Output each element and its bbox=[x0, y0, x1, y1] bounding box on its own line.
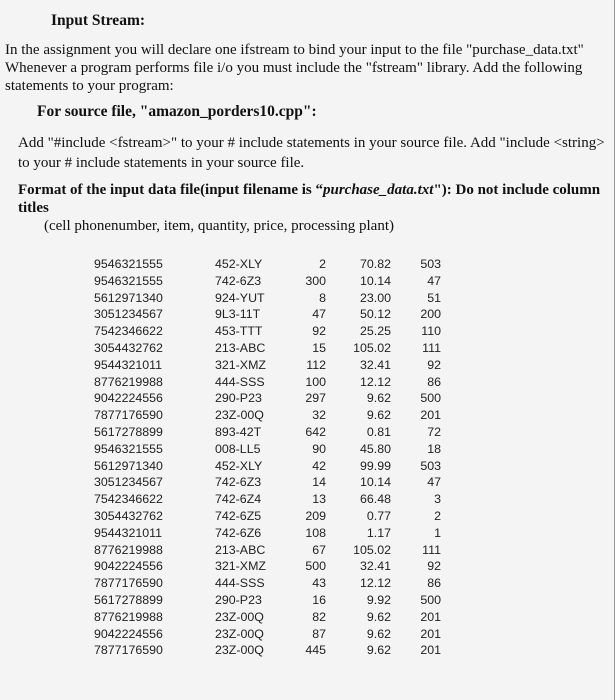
item-cell: 742-6Z5 bbox=[215, 508, 262, 523]
quantity-cell: 92 bbox=[312, 324, 326, 339]
plant-cell: 92 bbox=[427, 559, 441, 574]
quantity-cell: 90 bbox=[312, 441, 326, 456]
table-row bbox=[94, 575, 454, 592]
item-cell: 444-SSS bbox=[215, 576, 265, 591]
plant-cell: 51 bbox=[427, 290, 441, 305]
quantity-cell: 82 bbox=[312, 609, 326, 624]
phone-cell: 7877176590 bbox=[94, 408, 163, 423]
fields-line: (cell phonenumber, item, quantity, price, processing plant) bbox=[44, 218, 394, 234]
price-cell: 50.12 bbox=[359, 307, 391, 322]
item-cell: 742-6Z4 bbox=[215, 492, 262, 507]
price-cell: 99.99 bbox=[359, 458, 391, 473]
quantity-cell: 87 bbox=[312, 626, 326, 641]
quantity-cell: 15 bbox=[312, 340, 326, 355]
item-cell: 23Z-00Q bbox=[215, 626, 264, 641]
phone-cell: 7542346622 bbox=[94, 492, 163, 507]
data-table bbox=[94, 256, 454, 659]
plant-cell: 111 bbox=[422, 542, 441, 557]
plant-cell: 111 bbox=[422, 340, 441, 355]
plant-cell: 72 bbox=[427, 424, 441, 439]
table-row bbox=[94, 273, 454, 290]
phone-cell: 7877176590 bbox=[94, 576, 163, 591]
phone-cell: 8776219988 bbox=[94, 542, 163, 557]
plant-cell: 201 bbox=[420, 643, 441, 658]
phone-cell: 9042224556 bbox=[94, 559, 163, 574]
table-row bbox=[94, 491, 454, 508]
phone-cell: 3051234567 bbox=[94, 475, 163, 490]
item-cell: 23Z-00Q bbox=[215, 643, 264, 658]
price-cell: 105.02 bbox=[353, 542, 391, 557]
table-row bbox=[94, 542, 454, 559]
table-row bbox=[94, 407, 454, 424]
item-cell: 23Z-00Q bbox=[215, 408, 264, 423]
table-row bbox=[94, 441, 454, 458]
price-cell: 9.62 bbox=[366, 626, 391, 641]
item-cell: 742-6Z3 bbox=[215, 475, 262, 490]
table-row bbox=[94, 290, 454, 307]
phone-cell: 7877176590 bbox=[94, 643, 163, 658]
quantity-cell: 297 bbox=[305, 391, 326, 406]
table-row bbox=[94, 390, 454, 407]
item-cell: 290-P23 bbox=[215, 592, 262, 607]
quantity-cell: 500 bbox=[305, 559, 326, 574]
table-row bbox=[94, 424, 454, 441]
quantity-cell: 13 bbox=[312, 492, 326, 507]
intro-paragraph: In the assignment you will declare one ifstream to bind your input to the file "purchase_data.txt" Whenever a program performs file i/o you must include the "fstream" library. Add the following statements to your program: bbox=[5, 42, 584, 94]
plant-cell: 201 bbox=[420, 408, 441, 423]
table-row bbox=[94, 474, 454, 491]
quantity-cell: 16 bbox=[312, 592, 326, 607]
section-heading: Input Stream: bbox=[51, 12, 146, 29]
format-suffix: "): Do not include column titles bbox=[18, 182, 601, 216]
phone-cell: 5612971340 bbox=[94, 458, 163, 473]
quantity-cell: 67 bbox=[312, 542, 326, 557]
phone-cell: 5617278899 bbox=[94, 592, 163, 607]
plant-cell: 500 bbox=[420, 592, 441, 607]
phone-cell: 3054432762 bbox=[94, 508, 163, 523]
table-row bbox=[94, 609, 454, 626]
plant-cell: 92 bbox=[427, 357, 441, 372]
quantity-cell: 642 bbox=[305, 424, 326, 439]
price-cell: 0.81 bbox=[366, 424, 391, 439]
price-cell: 12.12 bbox=[359, 374, 391, 389]
table-row bbox=[94, 340, 454, 357]
table-row bbox=[94, 558, 454, 575]
phone-cell: 7542346622 bbox=[94, 324, 163, 339]
table-row bbox=[94, 642, 454, 659]
item-cell: 924-YUT bbox=[215, 290, 265, 305]
item-cell: 321-XMZ bbox=[215, 357, 266, 372]
price-cell: 45.80 bbox=[359, 441, 391, 456]
plant-cell: 503 bbox=[420, 257, 441, 271]
table-row bbox=[94, 323, 454, 340]
quantity-cell: 42 bbox=[312, 458, 326, 473]
price-cell: 10.14 bbox=[359, 273, 391, 288]
price-cell: 105.02 bbox=[353, 340, 391, 355]
item-cell: 742-6Z6 bbox=[215, 525, 262, 540]
quantity-cell: 209 bbox=[305, 508, 326, 523]
quantity-cell: 47 bbox=[312, 307, 326, 322]
price-cell: 0.77 bbox=[366, 508, 391, 523]
item-cell: 9L3-11T bbox=[215, 307, 261, 322]
item-cell: 290-P23 bbox=[215, 391, 262, 406]
phone-cell: 9546321555 bbox=[94, 273, 163, 288]
quantity-cell: 2 bbox=[319, 257, 326, 271]
include-instructions: Add "#include <fstream>" to your # include statements in your source file. Add "include <string> to your # include statements in your source file. bbox=[18, 135, 605, 171]
source-file-heading: For source file, "amazon_porders10.cpp": bbox=[37, 103, 317, 120]
phone-cell: 5617278899 bbox=[94, 424, 163, 439]
quantity-cell: 108 bbox=[305, 525, 326, 540]
price-cell: 9.92 bbox=[366, 592, 391, 607]
quantity-cell: 300 bbox=[305, 273, 326, 288]
price-cell: 32.41 bbox=[359, 559, 391, 574]
table-row bbox=[94, 374, 454, 391]
price-cell: 12.12 bbox=[359, 576, 391, 591]
table-row bbox=[94, 458, 454, 475]
plant-cell: 503 bbox=[420, 458, 441, 473]
price-cell: 9.62 bbox=[366, 643, 391, 658]
format-heading bbox=[18, 181, 610, 217]
quantity-cell: 14 bbox=[312, 475, 326, 490]
quantity-cell: 112 bbox=[306, 357, 326, 372]
phone-cell: 5612971340 bbox=[94, 290, 163, 305]
item-cell: 213-ABC bbox=[215, 340, 266, 355]
plant-cell: 201 bbox=[420, 609, 441, 624]
price-cell: 9.62 bbox=[366, 609, 391, 624]
plant-cell: 86 bbox=[427, 576, 441, 591]
item-cell: 23Z-00Q bbox=[215, 609, 264, 624]
price-cell: 70.82 bbox=[359, 257, 391, 271]
phone-cell: 9042224556 bbox=[94, 391, 163, 406]
item-cell: 321-XMZ bbox=[215, 559, 266, 574]
item-cell: 444-SSS bbox=[215, 374, 265, 389]
price-cell: 9.62 bbox=[366, 391, 391, 406]
item-cell: 008-LL5 bbox=[215, 441, 261, 456]
item-cell: 742-6Z3 bbox=[215, 273, 262, 288]
table-row bbox=[94, 256, 454, 273]
quantity-cell: 100 bbox=[305, 374, 326, 389]
plant-cell: 86 bbox=[427, 374, 441, 389]
price-cell: 66.48 bbox=[359, 492, 391, 507]
price-cell: 32.41 bbox=[359, 357, 391, 372]
phone-cell: 8776219988 bbox=[94, 374, 163, 389]
phone-cell: 9546321555 bbox=[94, 257, 163, 271]
phone-cell: 9042224556 bbox=[94, 626, 163, 641]
item-cell: 452-XLY bbox=[215, 458, 263, 473]
table-row bbox=[94, 306, 454, 323]
price-cell: 25.25 bbox=[359, 324, 391, 339]
phone-cell: 8776219988 bbox=[94, 609, 163, 624]
item-cell: 452-XLY bbox=[215, 257, 263, 271]
phone-cell: 9544321011 bbox=[94, 357, 162, 372]
plant-cell: 18 bbox=[427, 441, 441, 456]
price-cell: 10.14 bbox=[359, 475, 391, 490]
phone-cell: 3054432762 bbox=[94, 340, 163, 355]
plant-cell: 200 bbox=[420, 307, 441, 322]
phone-cell: 3051234567 bbox=[94, 307, 163, 322]
table-row bbox=[94, 592, 454, 609]
format-prefix: Format of the input data file(input filename is “ bbox=[18, 182, 323, 198]
quantity-cell: 8 bbox=[319, 290, 326, 305]
item-cell: 213-ABC bbox=[215, 542, 266, 557]
table-row bbox=[94, 525, 454, 542]
plant-cell: 110 bbox=[421, 324, 441, 339]
item-cell: 893-42T bbox=[215, 424, 262, 439]
plant-cell: 47 bbox=[427, 475, 441, 490]
plant-cell: 47 bbox=[427, 273, 441, 288]
plant-cell: 2 bbox=[434, 508, 441, 523]
quantity-cell: 43 bbox=[312, 576, 326, 591]
price-cell: 23.00 bbox=[359, 290, 391, 305]
plant-cell: 201 bbox=[420, 626, 441, 641]
quantity-cell: 445 bbox=[305, 643, 326, 658]
price-cell: 9.62 bbox=[366, 408, 391, 423]
quantity-cell: 32 bbox=[312, 408, 326, 423]
plant-cell: 1 bbox=[434, 525, 441, 540]
item-cell: 453-TTT bbox=[215, 324, 263, 339]
table-row bbox=[94, 508, 454, 525]
phone-cell: 9544321011 bbox=[94, 525, 162, 540]
price-cell: 1.17 bbox=[366, 525, 391, 540]
plant-cell: 500 bbox=[420, 391, 441, 406]
format-filename: purchase_data.txt bbox=[323, 182, 434, 198]
plant-cell: 3 bbox=[434, 492, 441, 507]
phone-cell: 9546321555 bbox=[94, 441, 163, 456]
table-row bbox=[94, 626, 454, 643]
table-row bbox=[94, 357, 454, 374]
